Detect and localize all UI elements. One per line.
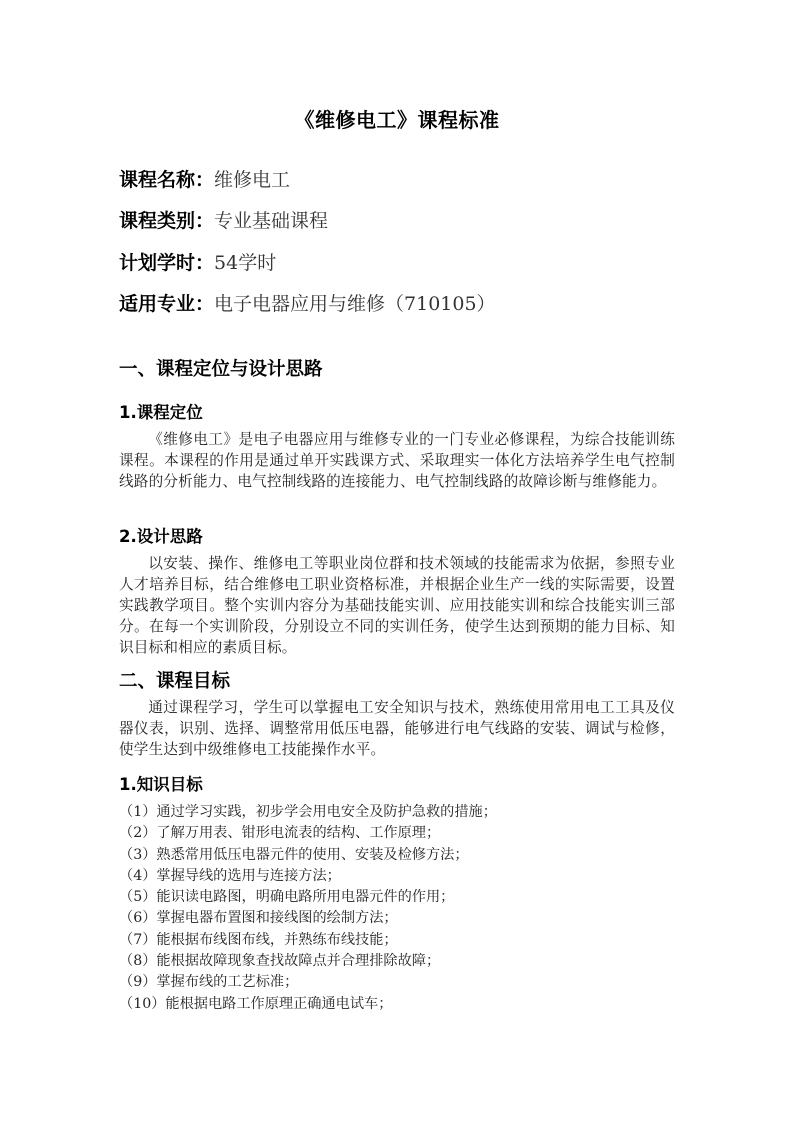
list-item: （10）能根据电路工作原理正确通电试车；	[119, 995, 393, 1012]
knowledge-objectives-list	[119, 802, 675, 1015]
meta-course-category	[119, 209, 328, 233]
meta-value: 54学时	[214, 252, 277, 274]
list-item: （7）能根据布线图布线，并熟练布线技能；	[119, 931, 398, 948]
list-item: （6）掌握电器布置图和接线图的绘制方法；	[119, 910, 398, 927]
list-item: （1）通过学习实践，初步学会用电安全及防护急救的措施；	[119, 804, 497, 820]
list-item: （8）能根据故障现象查找故障点并合理排除故障；	[119, 953, 441, 970]
meta-value: 专业基础课程	[214, 210, 329, 232]
subsection-heading: 1.课程定位	[119, 403, 203, 422]
list-item: （3）熟悉常用低压电器元件的使用、安装及检修方法；	[119, 846, 469, 863]
meta-label: 课程名称：	[119, 169, 215, 191]
meta-value: 维修电工	[214, 169, 291, 191]
meta-applicable-major	[119, 292, 496, 316]
meta-planned-hours	[119, 251, 276, 275]
paragraph-course-objectives: 通过课程学习，学生可以掌握电工安全知识与技术，熟练使用常用电工工具及仪器仪表，识别、选择、调整常用低压电器，能够进行电气线路的安装、调试与检修，使学生达到中级维修电工技能操作水平。	[119, 699, 675, 758]
meta-label: 适用专业：	[119, 293, 215, 315]
section-heading: 二、课程目标	[119, 671, 231, 692]
meta-label: 课程类别：	[119, 210, 215, 232]
meta-label: 计划学时：	[119, 252, 215, 274]
subsection-heading: 2.设计思路	[119, 527, 203, 546]
list-item: （9）掌握布线的工艺标准；	[119, 974, 299, 991]
paragraph-design-approach: 以安装、操作、维修电工等职业岗位群和技术领域的技能需求为依据，参照专业人才培养目标，结合维修电工职业资格标准，并根据企业生产一线的实际需要，设置实践教学项目。整个实训内容分为基础技能实训、应用技能实训和综合技能实训三部分。在每一个实训阶段，分别设立不同的实训任务，使学生达到预期的能力目标、知识目标和相应的素质目标。	[119, 555, 675, 656]
meta-course-name	[119, 168, 290, 192]
subsection-heading: 1.知识目标	[119, 775, 203, 794]
list-item: （4）掌握导线的选用与连接方法；	[119, 867, 341, 884]
document-title: 《维修电工》课程标准	[294, 108, 500, 132]
paragraph-course-positioning: 《维修电工》是电子电器应用与维修专业的一门专业必修课程，为综合技能训练课程。本课程的作用是通过单开实践课方式、采取理实一体化方法培养学生电气控制线路的分析能力、电气控制线路的连接能力、电气控制线路的故障诊断与维修能力。	[119, 431, 675, 490]
list-item: （5）能识读电路图，明确电路所用电器元件的作用；	[119, 889, 455, 906]
meta-value: 电子电器应用与维修（710105）	[214, 293, 496, 315]
section-heading: 一、课程定位与设计思路	[119, 359, 323, 380]
list-item: （2）了解万用表、钳形电流表的结构、工作原理；	[119, 825, 441, 842]
